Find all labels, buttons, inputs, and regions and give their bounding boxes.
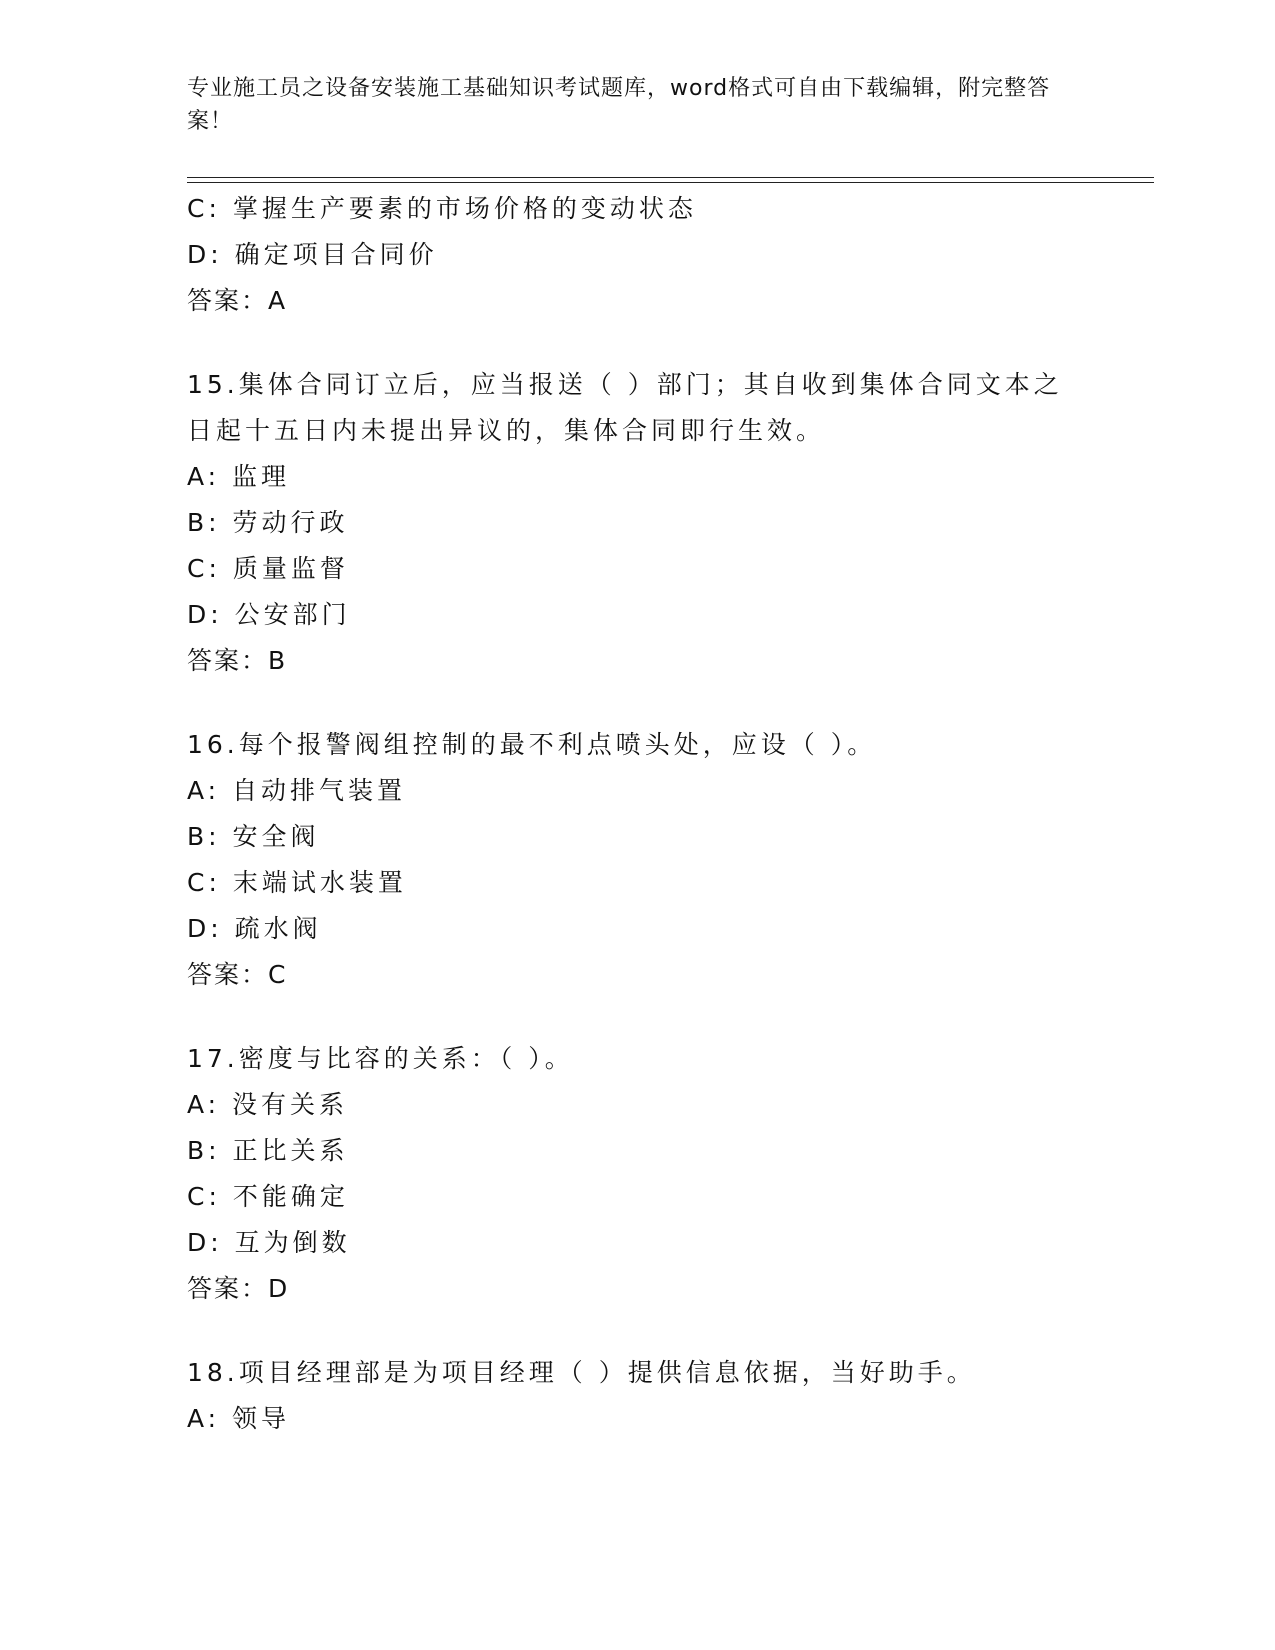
- option-line: B: 正比关系: [187, 1136, 349, 1165]
- question-list: [187, 186, 1067, 1442]
- header-divider-bottom: [187, 182, 1154, 183]
- answer-line: 答案：C: [187, 960, 288, 989]
- option-line: A: 自动排气装置: [187, 776, 407, 805]
- option-line: D: 疏水阀: [187, 914, 322, 943]
- answer-line: 答案：D: [187, 1274, 290, 1303]
- question-block: [187, 186, 1067, 324]
- answer-line: 答案：B: [187, 646, 288, 675]
- question-text: 17.密度与比容的关系：（ ）。: [187, 1044, 574, 1073]
- option-line: D: 互为倒数: [187, 1228, 351, 1257]
- question-text: 16.每个报警阀组控制的最不利点喷头处，应设（ ）。: [187, 730, 877, 759]
- question-block: [187, 1036, 1067, 1312]
- header-divider-top: [187, 177, 1154, 178]
- option-line: A: 领导: [187, 1404, 291, 1433]
- option-line: A: 监理: [187, 462, 291, 491]
- answer-line: 答案：A: [187, 286, 288, 315]
- option-line: C: 质量监督: [187, 554, 349, 583]
- question-block: [187, 362, 1067, 684]
- option-line: C: 不能确定: [187, 1182, 349, 1211]
- option-line: D: 确定项目合同价: [187, 240, 438, 269]
- option-line: D: 公安部门: [187, 600, 351, 629]
- option-line: C: 掌握生产要素的市场价格的变动状态: [187, 194, 697, 223]
- question-block: [187, 722, 1067, 998]
- question-text: 15.集体合同订立后，应当报送（ ）部门；其自收到集体合同文本之日起十五日内未提出异议的，集体合同即行生效。: [187, 370, 1063, 445]
- question-block: [187, 1350, 1067, 1442]
- option-line: C: 末端试水装置: [187, 868, 407, 897]
- option-line: A: 没有关系: [187, 1090, 349, 1119]
- option-line: B: 劳动行政: [187, 508, 349, 537]
- document-header: 专业施工员之设备安装施工基础知识考试题库，word格式可自由下载编辑，附完整答案！: [187, 76, 1051, 134]
- option-line: B: 安全阀: [187, 822, 320, 851]
- question-text: 18.项目经理部是为项目经理（ ）提供信息依据，当好助手。: [187, 1358, 976, 1387]
